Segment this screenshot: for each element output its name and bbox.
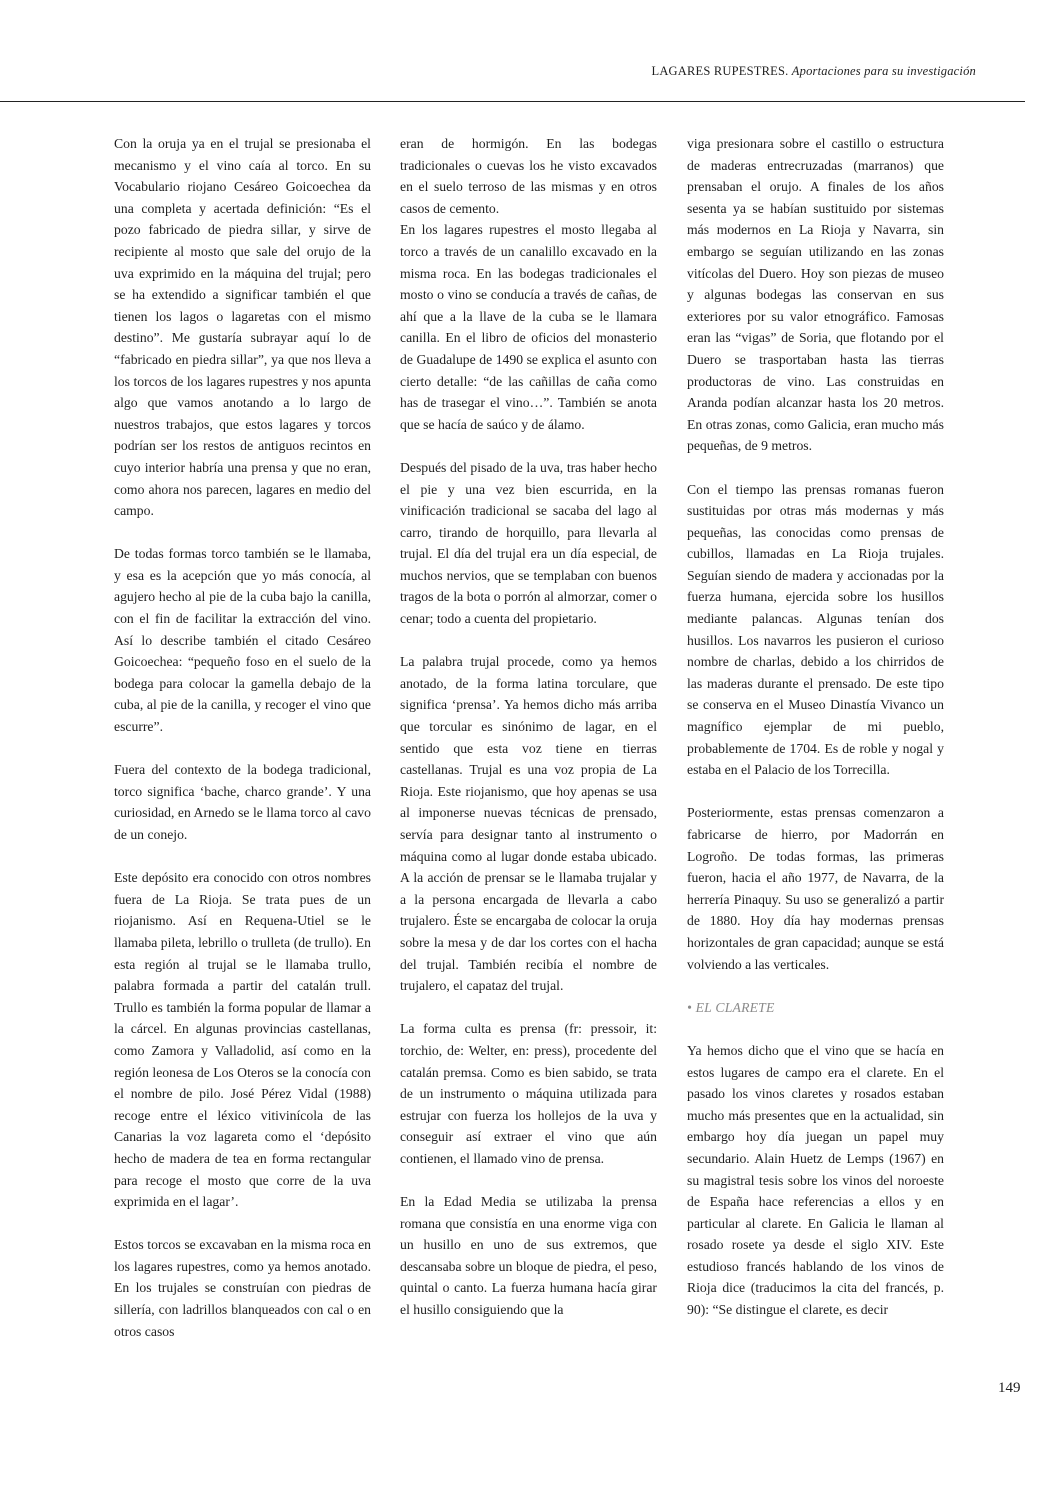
page-number: 149 bbox=[998, 1380, 1021, 1396]
paragraph: Este depósito era conocido con otros nombres fuera de La Rioja. Se trata pues de un riojanismo. Así en Requena-Utiel se le llamaba pileta, lebrillo o trulleta (de trullo). En esta región al trujal se le llamaba trullo, palabra formada a partir del catalán trull. Trullo es también la forma popular de llamar a la cárcel. En algunas provincias castellanas, como Zamora y Valladolid, así como en la región leonesa de Los Oteros se la conocía con el nombre de pilo. José Pérez Vidal (1988) recoge entre el léxico vitivinícola de las Canarias la voz lagareta como el ‘depósito hecho de madera de tea en forma rectangular para recoge el mosto que corre de la uva exprimida en el lagar’. bbox=[114, 870, 371, 1210]
header-rule bbox=[0, 101, 1025, 102]
paragraph: La palabra trujal procede, como ya hemos anotado, de la forma latina torculare, que significa ‘prensa’. Ya hemos dicho más arriba que torcular es sinónimo de lagar, en el sentido que esta voz tiene en tierras castellanas. Trujal es una voz propia de La Rioja. Este riojanismo, que hoy apenas se usa al imponerse nuevas técnicas de prensado, servía para designar tanto al instrumento o máquina como al lugar donde estaba ubicado. A la acción de prensar se le llamaba trujalar y a la persona encargada de llevarla a cabo trujalero. Éste se encargaba de colocar la oruja sobre la mesa y de dar los cortes con el hacha del trujal. También recibía el nombre de trujalero, el capataz del trujal. bbox=[400, 654, 657, 994]
paragraph: Ya hemos dicho que el vino que se hacía en estos lugares de campo era el clarete. En el pasado los vinos claretes y rosados estaban mucho más presentes que en la actualidad, sin embargo hoy día juegan un papel muy secundario. Alain Huetz de Lemps (1967) en su magistral tesis sobre los vinos del noroeste de España hace referencias a ellos y en particular al clarete. En Galicia le llaman al rosado rosete ya desde el siglo XIV. Este estudioso francés hablando de los vinos de Rioja dice (traducimos la cita del francés, p. 90): “Se distingue el clarete, es decir bbox=[687, 1042, 944, 1318]
paragraph: Con la oruja ya en el trujal se presionaba el mecanismo y el vino caía al torco. En su Vocabulario riojano Cesáreo Goicoechea da una completa y acertada definición: “Es el pozo fabricado de piedra sillar, y sirve de recipiente al mosto que sale del orujo de la uva exprimido en la máquina del trujal; pero se ha extendido a significar también el que tienen los lagos o lagaretas con el mismo destino”. Me gustaría subrayar aquí lo de “fabricado en piedra sillar”, ya que nos lleva a los torcos de los lagares rupestres y nos apunta algo que vamos anotando a lo largo de nuestros trabajos, que estos lagares y torcos podrían ser los restos de antiguos recintos en cuyo interior habría una prensa y que no eran, como ahora nos parecen, lagares en medio del campo. bbox=[114, 136, 371, 519]
running-header-title: LAGARES RUPESTRES. bbox=[651, 64, 789, 78]
paragraph: En la Edad Media se utilizaba la prensa romana que consistía en una enorme viga con un husillo en uno de sus extremos, que descansaba sobre un bloque de piedra, el peso, quintal o canto. La fuerza humana hacía girar el husillo consiguiendo que la bbox=[400, 1194, 657, 1318]
paragraph: Estos torcos se excavaban en la misma roca en los lagares rupestres, como ya hemos anotado. En los trujales se construían con piedras de sillería, con ladrillos blanqueados con cal o en otros casos bbox=[114, 1237, 371, 1339]
paragraph: La forma culta es prensa (fr: pressoir, it: torchio, de: Welter, en: press), procedente del catalán premsa. Como es bien sabido, se trata de un instrumento o máquina utilizada para estrujar con fuerza los hollejos de la uva y conseguir así extraer el vino que aún contienen, el llamado vino de prensa. bbox=[400, 1021, 657, 1166]
paragraph: Con el tiempo las prensas romanas fueron sustituidas por otras más modernas y más pequeñas, las conocidas como prensas de cubillos, llamadas en La Rioja trujales. Seguían siendo de madera y accionadas por la fuerza humana, ejercida sobre los husillos mediante palancas. Algunas tenían dos husillos. Los navarros les pusieron el curioso nombre de charlas, debido a los chirridos de las maderas durante el prensado. De este tipo se conserva en el Museo Dinastía Vivanco un magnífico ejemplar de mi pueblo, probablemente de 1704. Es de roble y nogal y estaba en el Palacio de los Torrecilla. bbox=[687, 481, 944, 778]
running-header-subtitle: Aportaciones para su investigación bbox=[791, 64, 976, 78]
text-column-3 bbox=[687, 133, 944, 1342]
text-column-2 bbox=[400, 133, 657, 1342]
paragraph: Fuera del contexto de la bodega tradicional, torco significa ‘bache, charco grande’. Y una curiosidad, en Arnedo se le llama torco al cavo de un conejo. bbox=[114, 762, 371, 842]
running-header bbox=[651, 64, 976, 79]
section-heading: • EL CLARETE bbox=[687, 999, 775, 1015]
paragraph: viga presionara sobre el castillo o estructura de maderas entrecruzadas (marranos) que prensaban el orujo. A finales de los años sesenta ya se habían sustituido por sistemas más modernos en La Rioja y Navarra, sin embargo se seguían utilizando en las zonas vitícolas del Duero. Hoy son piezas de museo y algunas bodegas las conservan en sus exteriores por su valor etnográfico. Famosas eran las “vigas” de Soria, que flotando por el Duero se trasportaban hasta las tierras productoras de vino. Las construidas en Aranda podían alcanzar hasta los 20 metros. En otras zonas, como Galicia, eran mucho más pequeñas, de 9 metros. bbox=[687, 136, 944, 454]
text-column-1 bbox=[114, 133, 371, 1364]
paragraph: En los lagares rupestres el mosto llegaba al torco a través de un canalillo excavado en la misma roca. En las bodegas tradicionales el mosto o vino se conducía a través de cañas, de ahí que a la llave de la cuba se le llamara canilla. En el libro de oficios del monasterio de Guadalupe de 1490 se explica el asunto con cierto detalle: “de las cañillas de caña como has de trasegar el vino…”. También se anota que se hacía de saúco y de álamo. bbox=[400, 222, 657, 432]
paragraph: De todas formas torco también se le llamaba, y esa es la acepción que yo más conocía, al agujero hecho al pie de la cuba bajo la canilla, con el fin de facilitar la extracción del vino. Así lo describe también el citado Cesáreo Goicoechea: “pequeño foso en el suelo de la bodega para colocar la gamella debajo de la cuba, al pie de la canilla, y recoger el vino que escurre”. bbox=[114, 546, 371, 735]
paragraph: Posteriormente, estas prensas comenzaron a fabricarse de hierro, por Madorrán en Logroño. De todas formas, las primeras fueron, hacia el año 1977, de Navarra, de la herrería Pinaquy. Su uso se generalizó a partir de 1880. Hoy día hay modernas prensas horizontales de gran capacidad; aunque se está volviendo a las verticales. bbox=[687, 805, 944, 972]
paragraph: eran de hormigón. En las bodegas tradicionales o cuevas los he visto excavados en el suelo terroso de las mismas y en otros casos de cemento. bbox=[400, 136, 657, 216]
paragraph: Después del pisado de la uva, tras haber hecho el pie y una vez bien escurrida, en la vinificación tradicional se sacaba del lago al carro, tirando de horquillo, para llevarla al trujal. El día del trujal era un día especial, de muchos nervios, que se templaban con buenos tragos de la bota o porrón al almorzar, comer o cenar; todo a cuenta del propietario. bbox=[400, 459, 657, 627]
